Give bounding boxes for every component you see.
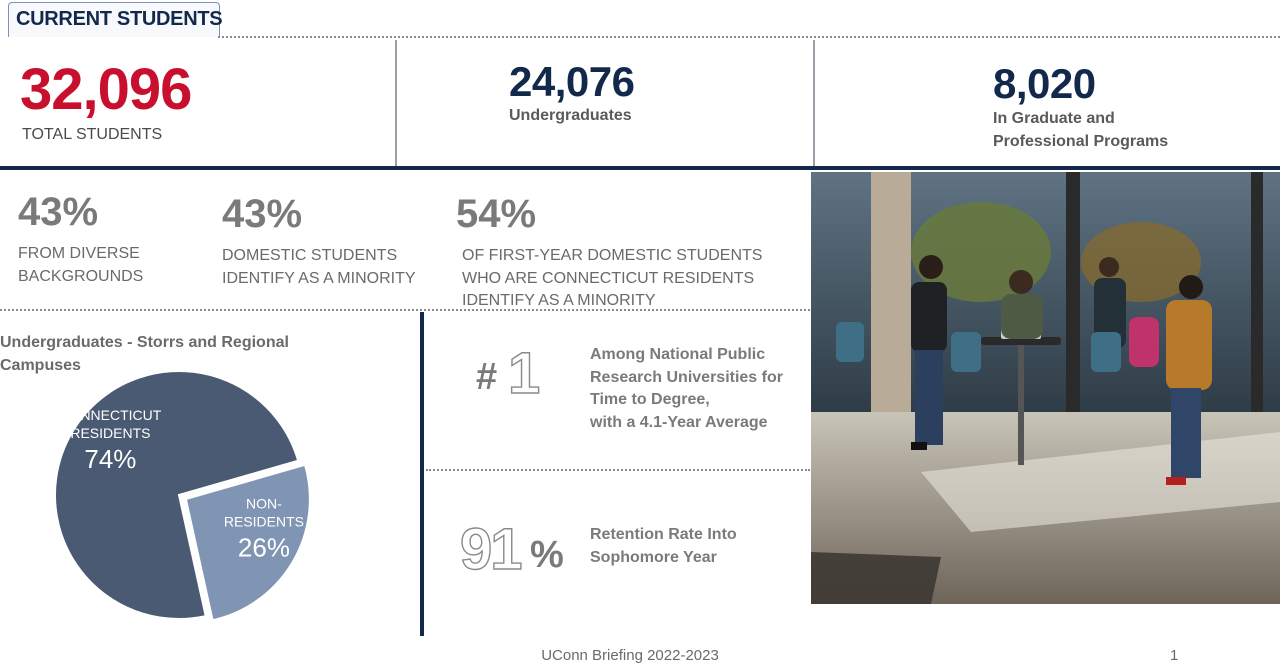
rank-text-line3: Time to Degree, [590,391,710,408]
diverse-label-line1: FROM DIVERSE [18,245,140,262]
undergrad-label: Undergraduates [509,107,632,124]
retention-number: 91 [460,517,521,582]
dotted-divider [426,469,810,471]
column-divider [813,40,815,166]
graduate-label-line2: Professional Programs [993,133,1169,150]
pie-category-label: RESIDENTS [70,425,151,442]
minority-label-line2: IDENTIFY AS A MINORITY [222,270,416,287]
graduate-value: 8,020 [993,60,1096,107]
pie-chart [54,370,314,630]
graduate-label-line1: In Graduate and [993,110,1115,127]
ct-minority-label-line3: IDENTIFY AS A MINORITY [462,292,656,309]
students-photo [811,172,1280,604]
chart-title: Undergraduates - Storrs and Regional Campuses [0,334,289,374]
dotted-divider [218,36,1280,38]
ct-minority-label-line1: OF FIRST-YEAR DOMESTIC STUDENTS [462,247,763,264]
rank-hash: # [476,356,498,398]
ct-minority-label-line2: WHO ARE CONNECTICUT RESIDENTS [462,270,755,287]
minority-label-line1: DOMESTIC STUDENTS [222,247,398,264]
column-divider [395,40,397,166]
page-number: 1 [1170,647,1179,664]
section-title: CURRENT STUDENTS [16,8,223,30]
rank-text-line4: with a 4.1-Year Average [590,414,768,431]
pie-value-label: 74% [84,444,137,475]
total-students-label: TOTAL STUDENTS [22,126,163,143]
navy-rule [0,166,1280,170]
retention-percent-sign: % [530,534,564,576]
rank-text-line2: Research Universities for [590,369,783,386]
pie-category-label: RESIDENTS [223,513,305,530]
footer-text: UConn Briefing 2022-2023 [541,647,719,664]
pie-value-label: 26% [237,532,290,563]
diverse-label-line2: BACKGROUNDS [18,268,144,285]
dotted-divider [0,309,810,311]
rank-text-line1: Among National Public [590,346,766,363]
retention-text-line2: Sophomore Year [590,549,717,566]
rank-number: 1 [508,341,541,406]
undergrad-value: 24,076 [509,58,635,105]
total-students-value: 32,096 [20,57,192,122]
ct-minority-percent: 54% [456,192,537,236]
students-photo-illustration [811,172,1280,604]
minority-percent: 43% [222,192,303,236]
diverse-percent: 43% [18,190,99,234]
navy-vertical-rule [420,312,424,636]
pie-category-label: CONNECTICUT [59,407,162,424]
retention-text-line1: Retention Rate Into [590,526,737,543]
pie-category-label: NON- [246,495,282,512]
